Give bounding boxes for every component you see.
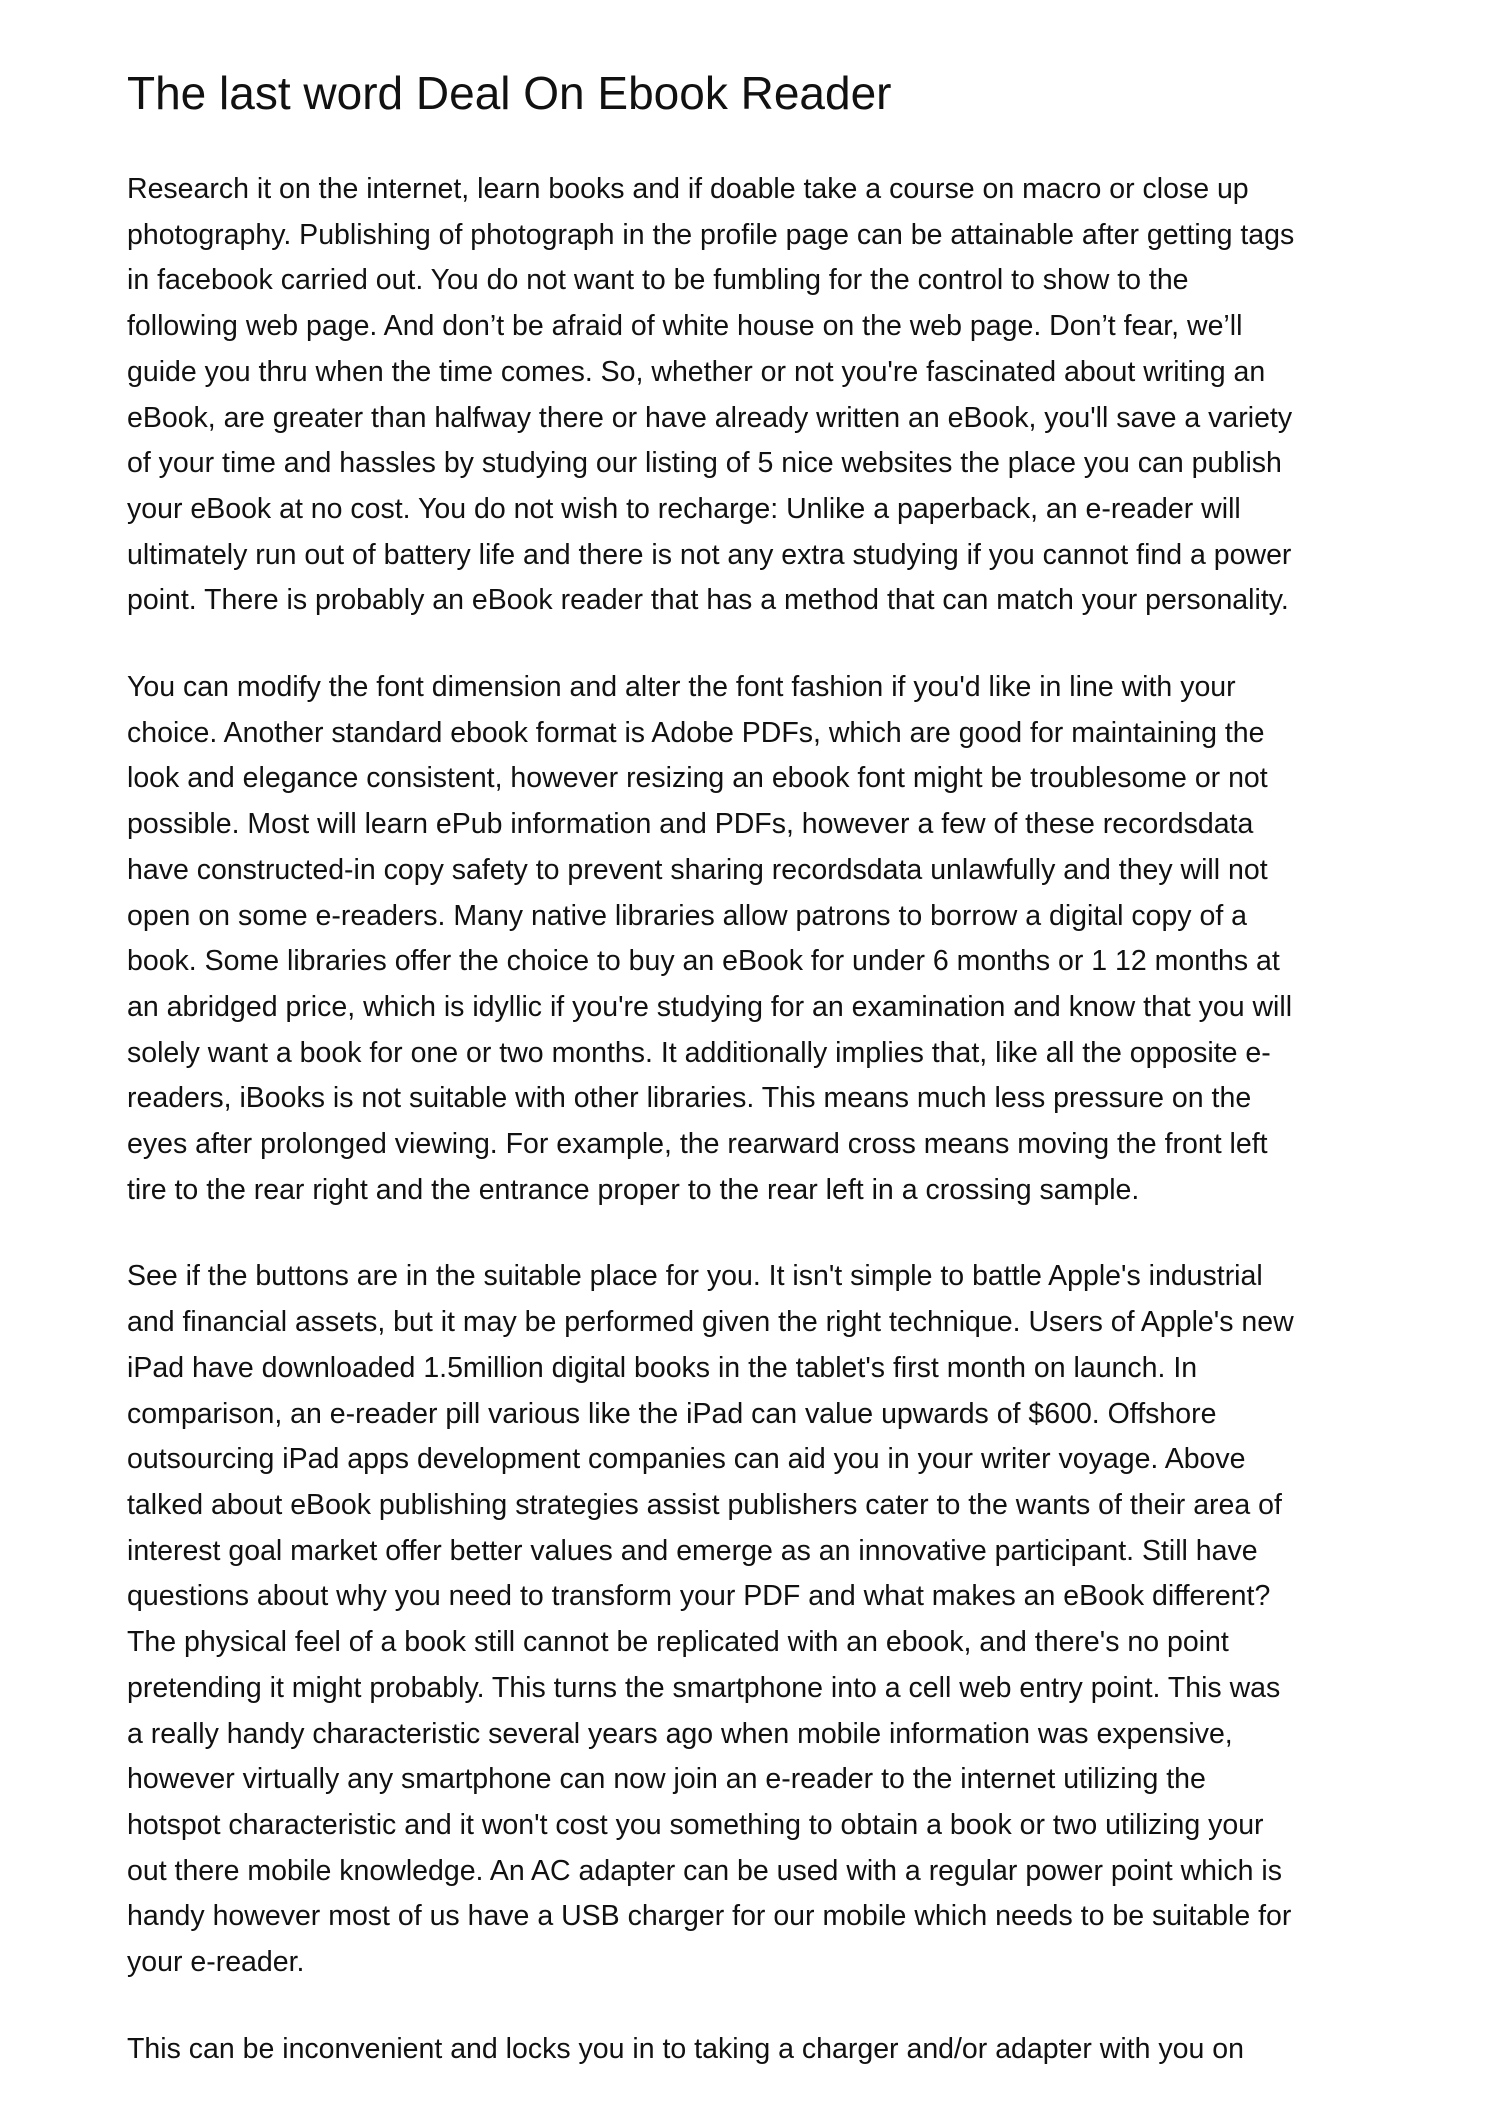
text-line: guide you thru when the time comes. So, whether or not you're fascinated about writing an bbox=[127, 355, 1266, 388]
paragraph bbox=[127, 2027, 1397, 2073]
paragraph bbox=[127, 665, 1397, 1213]
text-line: a really handy characteristic several years ago when mobile information was expensive, bbox=[127, 1717, 1233, 1750]
text-line: eyes after prolonged viewing. For example, the rearward cross means moving the front left bbox=[127, 1128, 1268, 1161]
text-line: book. Some libraries offer the choice to buy an eBook for under 6 months or 1 12 months at bbox=[127, 945, 1280, 978]
text-line: interest goal market offer better values and emerge as an innovative participant. Still have bbox=[127, 1534, 1258, 1567]
article-body bbox=[127, 167, 1397, 2113]
text-line: out there mobile knowledge. An AC adapter can be used with a regular power point which is bbox=[127, 1854, 1282, 1887]
text-line: hotspot characteristic and it won't cost you something to obtain a book or two utilizing your bbox=[127, 1808, 1264, 1841]
text-line: possible. Most will learn ePub information and PDFs, however a few of these recordsdata bbox=[127, 808, 1254, 841]
paragraph bbox=[127, 167, 1397, 624]
text-line: talked about eBook publishing strategies assist publishers cater to the wants of their area of bbox=[127, 1488, 1282, 1521]
text-line: comparison, an e-reader pill various like the iPad can value upwards of $600. Offshore bbox=[127, 1397, 1217, 1430]
text-line: following web page. And don’t be afraid of white house on the web page. Don’t fear, we’ll bbox=[127, 310, 1243, 343]
text-line: choice. Another standard ebook format is Adobe PDFs, which are good for maintaining the bbox=[127, 716, 1265, 749]
text-line: iPad have downloaded 1.5million digital books in the tablet's first month on launch. In bbox=[127, 1351, 1198, 1384]
text-line: outsourcing iPad apps development companies can aid you in your writer voyage. Above bbox=[127, 1443, 1246, 1476]
text-line: of your time and hassles by studying our listing of 5 nice websites the place you can publish bbox=[127, 447, 1282, 480]
text-line: photography. Publishing of photograph in the profile page can be attainable after getting tags bbox=[127, 218, 1295, 251]
text-line: have constructed-in copy safety to prevent sharing recordsdata unlawfully and they will not bbox=[127, 853, 1268, 886]
text-line: in facebook carried out. You do not want to be fumbling for the control to show to the bbox=[127, 264, 1189, 297]
text-line: Research it on the internet, learn books and if doable take a course on macro or close up bbox=[127, 173, 1249, 205]
text-line: point. There is probably an eBook reader that has a method that can match your personality. bbox=[127, 584, 1289, 617]
text-line: handy however most of us have a USB charger for our mobile which needs to be suitable for bbox=[127, 1900, 1292, 1933]
text-line: your eBook at no cost. You do not wish to recharge: Unlike a paperback, an e-reader will bbox=[127, 492, 1241, 525]
text-line: readers, iBooks is not suitable with other libraries. This means much less pressure on the bbox=[127, 1082, 1252, 1115]
text-line: This can be inconvenient and locks you in to taking a charger and/or adapter with you on bbox=[127, 2032, 1244, 2065]
text-line: and financial assets, but it may be performed given the right technique. Users of Apple's new bbox=[127, 1306, 1294, 1339]
text-line: an abridged price, which is idyllic if you're studying for an examination and know that you will bbox=[127, 990, 1293, 1023]
text-line: tire to the rear right and the entrance proper to the rear left in a crossing sample. bbox=[127, 1173, 1140, 1206]
paragraph bbox=[127, 1254, 1397, 1985]
text-line: questions about why you need to transform your PDF and what makes an eBook different? bbox=[127, 1580, 1271, 1613]
text-line: eBook, are greater than halfway there or have already written an eBook, you'll save a variety bbox=[127, 401, 1293, 434]
text-line: pretending it might probably. This turns the smartphone into a cell web entry point. This was bbox=[127, 1671, 1281, 1704]
text-line: See if the buttons are in the suitable place for you. It isn't simple to battle Apple's industrial bbox=[127, 1260, 1263, 1293]
text-line: You can modify the font dimension and alter the font fashion if you'd like in line with your bbox=[127, 671, 1236, 704]
text-line: look and elegance consistent, however resizing an ebook font might be troublesome or not bbox=[127, 762, 1268, 795]
text-line: open on some e-readers. Many native libraries allow patrons to borrow a digital copy of a bbox=[127, 899, 1248, 932]
page-title: The last word Deal On Ebook Reader bbox=[127, 67, 892, 119]
text-line: solely want a book for one or two months. It additionally implies that, like all the opposite e- bbox=[127, 1036, 1271, 1069]
text-line: however virtually any smartphone can now join an e-reader to the internet utilizing the bbox=[127, 1763, 1206, 1796]
text-line: ultimately run out of battery life and there is not any extra studying if you cannot find a power bbox=[127, 538, 1292, 571]
text-line: your e-reader. bbox=[127, 1946, 305, 1979]
text-line: The physical feel of a book still cannot be replicated with an ebook, and there's no point bbox=[127, 1626, 1229, 1659]
